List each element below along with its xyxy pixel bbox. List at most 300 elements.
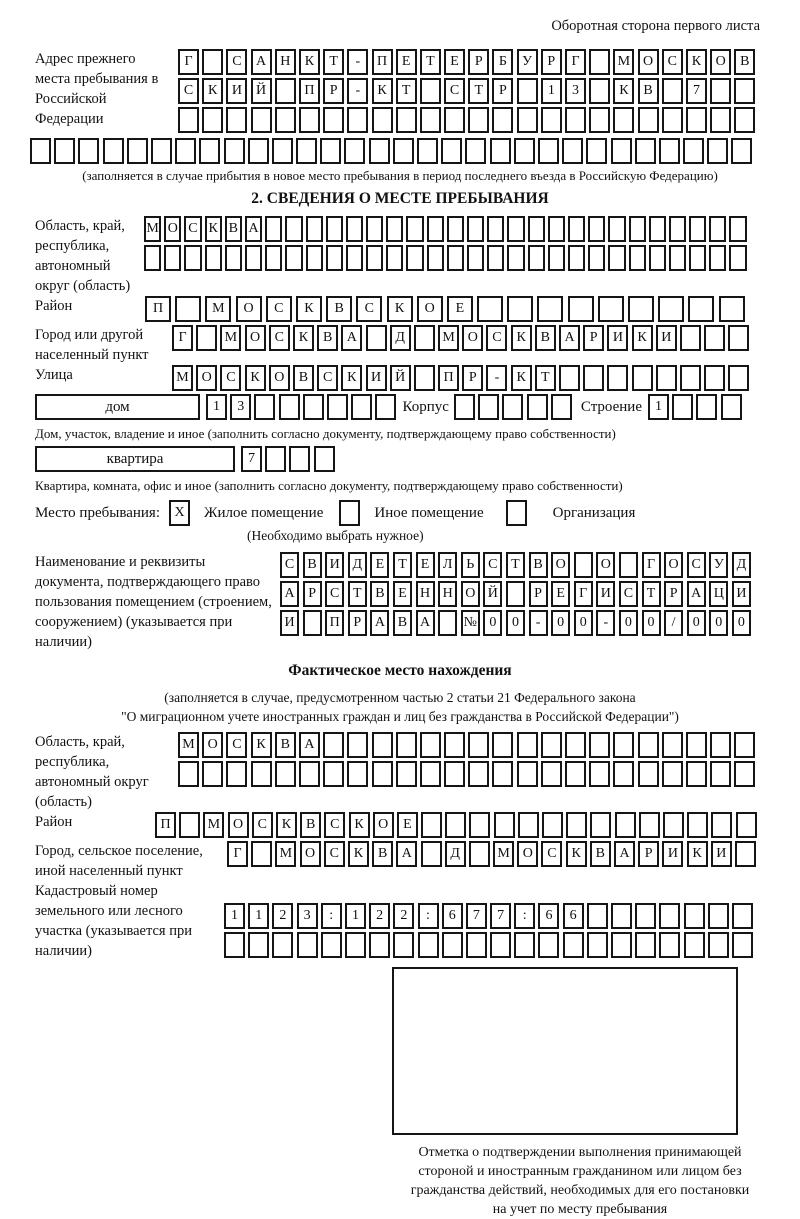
char-box[interactable]: С [324,812,345,838]
char-box[interactable] [541,761,562,787]
char-box[interactable]: В [275,732,296,758]
char-box[interactable] [406,245,423,271]
char-box[interactable] [588,216,605,242]
char-box[interactable]: К [251,732,272,758]
char-box[interactable] [559,365,580,391]
char-box[interactable] [590,812,611,838]
char-box[interactable] [619,552,638,578]
char-box[interactable] [447,216,464,242]
char-box[interactable] [248,138,269,164]
char-box[interactable]: К [511,325,532,351]
char-box[interactable] [178,107,199,133]
char-box[interactable] [184,245,201,271]
char-box[interactable] [490,932,511,958]
char-box[interactable] [386,216,403,242]
char-box[interactable] [729,245,746,271]
char-box[interactable] [164,245,181,271]
char-box[interactable]: Й [390,365,411,391]
char-box[interactable] [548,216,565,242]
char-box[interactable]: Т [396,78,417,104]
char-box[interactable]: В [300,812,321,838]
char-box[interactable] [226,761,247,787]
char-box[interactable]: Т [506,552,525,578]
char-box[interactable] [254,394,275,420]
char-box[interactable]: 7 [466,903,487,929]
char-box[interactable] [731,138,752,164]
char-box[interactable] [710,78,731,104]
char-box[interactable]: И [656,325,677,351]
char-box[interactable]: В [372,841,393,867]
char-box[interactable] [205,245,222,271]
char-box[interactable] [635,903,656,929]
char-box[interactable] [686,107,707,133]
char-box[interactable] [710,761,731,787]
char-box[interactable]: О [664,552,683,578]
char-box[interactable]: С [184,216,201,242]
char-box[interactable]: : [514,903,535,929]
char-box[interactable] [492,761,513,787]
char-box[interactable] [420,78,441,104]
char-box[interactable]: М [205,296,231,322]
char-box[interactable] [314,446,335,472]
char-box[interactable] [568,245,585,271]
char-box[interactable]: Р [583,325,604,351]
char-box[interactable] [265,446,286,472]
char-box[interactable]: К [372,78,393,104]
char-box[interactable] [321,932,342,958]
char-box[interactable]: У [709,552,728,578]
char-box[interactable] [507,216,524,242]
char-box[interactable]: М [144,216,161,242]
char-box[interactable]: - [486,365,507,391]
char-box[interactable] [465,138,486,164]
char-box[interactable]: П [299,78,320,104]
char-box[interactable]: К [686,49,707,75]
char-box[interactable]: Б [492,49,513,75]
char-box[interactable]: 0 [619,610,638,636]
char-box[interactable]: В [317,325,338,351]
char-box[interactable] [710,732,731,758]
char-box[interactable] [680,365,701,391]
char-box[interactable] [468,107,489,133]
char-box[interactable] [494,812,515,838]
char-box[interactable] [506,581,525,607]
char-box[interactable] [372,107,393,133]
char-box[interactable] [589,732,610,758]
char-box[interactable]: П [438,365,459,391]
char-box[interactable] [649,245,666,271]
char-box[interactable]: 3 [565,78,586,104]
char-box[interactable]: Е [370,552,389,578]
char-box[interactable] [663,812,684,838]
char-box[interactable]: Е [396,49,417,75]
char-box[interactable] [541,107,562,133]
char-box[interactable]: 6 [563,903,584,929]
char-box[interactable]: Е [444,49,465,75]
char-box[interactable]: Д [732,552,751,578]
char-box[interactable]: А [280,581,299,607]
char-box[interactable]: 2 [272,903,293,929]
char-box[interactable] [417,138,438,164]
char-box[interactable]: С [317,365,338,391]
char-box[interactable]: К [348,841,369,867]
char-box[interactable] [635,932,656,958]
char-box[interactable] [372,732,393,758]
char-box[interactable] [466,932,487,958]
char-box[interactable] [279,394,300,420]
char-box[interactable]: В [393,610,412,636]
char-box[interactable] [487,245,504,271]
char-box[interactable] [517,761,538,787]
char-box[interactable]: Ц [709,581,728,607]
char-box[interactable]: В [326,296,352,322]
char-box[interactable]: О [236,296,262,322]
char-box[interactable]: Л [438,552,457,578]
checkbox-inoe[interactable] [339,500,360,526]
char-box[interactable] [613,732,634,758]
char-box[interactable] [662,761,683,787]
char-box[interactable] [299,761,320,787]
char-box[interactable]: И [325,552,344,578]
char-box[interactable]: 1 [206,394,227,420]
char-box[interactable]: Е [447,296,473,322]
char-box[interactable]: 6 [538,903,559,929]
char-box[interactable] [326,216,343,242]
char-box[interactable] [202,49,223,75]
char-box[interactable] [296,138,317,164]
char-box[interactable]: С [687,552,706,578]
char-box[interactable] [527,394,548,420]
char-box[interactable]: Р [348,610,367,636]
char-box[interactable] [548,245,565,271]
char-box[interactable]: О [269,365,290,391]
char-box[interactable] [517,732,538,758]
char-box[interactable] [320,138,341,164]
char-box[interactable] [251,107,272,133]
char-box[interactable] [441,138,462,164]
char-box[interactable]: О [596,552,615,578]
char-box[interactable] [275,107,296,133]
char-box[interactable] [396,761,417,787]
char-box[interactable]: М [275,841,296,867]
char-box[interactable] [734,761,755,787]
char-box[interactable]: И [711,841,732,867]
char-box[interactable] [542,812,563,838]
char-box[interactable]: К [632,325,653,351]
char-box[interactable]: К [511,365,532,391]
char-box[interactable]: Е [393,581,412,607]
char-box[interactable] [418,932,439,958]
char-box[interactable] [369,138,390,164]
char-box[interactable] [607,365,628,391]
char-box[interactable] [285,245,302,271]
char-box[interactable]: Е [397,812,418,838]
char-box[interactable]: М [438,325,459,351]
char-box[interactable] [587,932,608,958]
char-box[interactable] [629,216,646,242]
char-box[interactable] [589,49,610,75]
char-box[interactable]: 1 [345,903,366,929]
char-box[interactable]: Р [541,49,562,75]
char-box[interactable] [175,138,196,164]
char-box[interactable] [608,245,625,271]
char-box[interactable]: К [296,296,322,322]
char-box[interactable]: М [613,49,634,75]
char-box[interactable] [327,394,348,420]
char-box[interactable] [507,296,533,322]
char-box[interactable]: А [559,325,580,351]
char-box[interactable] [538,932,559,958]
char-box[interactable] [611,903,632,929]
char-box[interactable]: О [461,581,480,607]
char-box[interactable] [583,365,604,391]
char-box[interactable] [202,107,223,133]
char-box[interactable]: К [202,78,223,104]
char-box[interactable] [326,245,343,271]
char-box[interactable]: М [203,812,224,838]
char-box[interactable] [375,394,396,420]
char-box[interactable] [366,325,387,351]
char-box[interactable]: И [662,841,683,867]
char-box[interactable]: М [220,325,241,351]
char-box[interactable] [323,107,344,133]
char-box[interactable] [251,761,272,787]
char-box[interactable]: А [245,216,262,242]
char-box[interactable] [709,245,726,271]
char-box[interactable] [719,296,745,322]
char-box[interactable] [467,245,484,271]
char-box[interactable] [662,732,683,758]
char-box[interactable]: П [325,610,344,636]
char-box[interactable] [734,107,755,133]
char-box[interactable]: 1 [648,394,669,420]
char-box[interactable]: К [293,325,314,351]
char-box[interactable] [565,732,586,758]
char-box[interactable] [672,394,693,420]
char-box[interactable] [638,761,659,787]
char-box[interactable] [103,138,124,164]
char-box[interactable] [196,325,217,351]
char-box[interactable]: 0 [506,610,525,636]
char-box[interactable] [248,932,269,958]
char-box[interactable] [587,903,608,929]
char-box[interactable] [517,78,538,104]
char-box[interactable] [721,394,742,420]
char-box[interactable]: В [535,325,556,351]
char-box[interactable] [629,245,646,271]
char-box[interactable] [444,761,465,787]
char-box[interactable] [588,245,605,271]
char-box[interactable]: К [349,812,370,838]
char-box[interactable] [696,394,717,420]
char-box[interactable]: В [225,216,242,242]
char-box[interactable]: А [687,581,706,607]
char-box[interactable] [598,296,624,322]
char-box[interactable] [517,107,538,133]
char-box[interactable] [638,732,659,758]
char-box[interactable] [704,365,725,391]
char-box[interactable]: 6 [442,903,463,929]
char-box[interactable] [562,138,583,164]
char-box[interactable]: О [202,732,223,758]
char-box[interactable]: В [370,581,389,607]
char-box[interactable]: Г [642,552,661,578]
char-box[interactable] [438,610,457,636]
char-box[interactable]: Д [445,841,466,867]
char-box[interactable] [492,732,513,758]
char-box[interactable]: Г [565,49,586,75]
char-box[interactable] [420,732,441,758]
char-box[interactable] [689,245,706,271]
char-box[interactable] [469,812,490,838]
char-box[interactable] [393,932,414,958]
char-box[interactable] [345,932,366,958]
char-box[interactable]: Т [420,49,441,75]
char-box[interactable]: И [607,325,628,351]
char-box[interactable]: А [416,610,435,636]
char-box[interactable] [299,107,320,133]
char-box[interactable]: К [299,49,320,75]
char-box[interactable]: С [325,581,344,607]
char-box[interactable] [366,216,383,242]
char-box[interactable]: Н [275,49,296,75]
char-box[interactable] [734,732,755,758]
char-box[interactable] [303,394,324,420]
char-box[interactable]: О [300,841,321,867]
char-box[interactable] [589,107,610,133]
char-box[interactable]: О [710,49,731,75]
char-box[interactable]: Е [551,581,570,607]
char-box[interactable]: Р [323,78,344,104]
char-box[interactable]: И [366,365,387,391]
char-box[interactable] [736,812,757,838]
char-box[interactable] [708,932,729,958]
char-box[interactable]: И [596,581,615,607]
char-box[interactable]: А [299,732,320,758]
char-box[interactable] [662,107,683,133]
char-box[interactable] [507,245,524,271]
char-box[interactable] [144,245,161,271]
char-box[interactable] [729,216,746,242]
kvartira-field[interactable]: квартира [35,446,235,472]
char-box[interactable] [303,610,322,636]
char-box[interactable]: Р [638,841,659,867]
char-box[interactable]: Т [393,552,412,578]
char-box[interactable] [396,107,417,133]
char-box[interactable] [467,216,484,242]
char-box[interactable] [346,216,363,242]
char-box[interactable] [224,138,245,164]
char-box[interactable] [272,138,293,164]
char-box[interactable] [347,732,368,758]
char-box[interactable]: П [372,49,393,75]
char-box[interactable] [662,78,683,104]
char-box[interactable] [442,932,463,958]
char-box[interactable]: С [662,49,683,75]
char-box[interactable] [179,812,200,838]
char-box[interactable] [638,107,659,133]
char-box[interactable] [406,216,423,242]
checkbox-zhiloe[interactable]: X [169,500,190,526]
char-box[interactable] [275,78,296,104]
char-box[interactable] [414,325,435,351]
char-box[interactable] [347,107,368,133]
char-box[interactable]: Т [323,49,344,75]
char-box[interactable]: С [541,841,562,867]
char-box[interactable] [514,932,535,958]
char-box[interactable]: О [462,325,483,351]
char-box[interactable]: С [324,841,345,867]
char-box[interactable] [447,245,464,271]
char-box[interactable] [728,365,749,391]
char-box[interactable]: Г [178,49,199,75]
char-box[interactable]: В [638,78,659,104]
char-box[interactable] [54,138,75,164]
char-box[interactable]: В [734,49,755,75]
char-box[interactable] [538,138,559,164]
char-box[interactable] [568,296,594,322]
char-box[interactable]: О [638,49,659,75]
char-box[interactable]: 0 [642,610,661,636]
char-box[interactable] [611,932,632,958]
char-box[interactable] [566,812,587,838]
char-box[interactable]: - [596,610,615,636]
char-box[interactable] [732,932,753,958]
char-box[interactable]: 1 [224,903,245,929]
char-box[interactable] [487,216,504,242]
char-box[interactable]: У [517,49,538,75]
char-box[interactable]: П [145,296,171,322]
char-box[interactable] [565,761,586,787]
char-box[interactable] [502,394,523,420]
char-box[interactable]: О [245,325,266,351]
char-box[interactable] [586,138,607,164]
char-box[interactable]: 3 [297,903,318,929]
char-box[interactable]: К [341,365,362,391]
char-box[interactable] [492,107,513,133]
char-box[interactable]: А [396,841,417,867]
char-box[interactable] [386,245,403,271]
char-box[interactable] [684,903,705,929]
char-box[interactable]: М [493,841,514,867]
char-box[interactable] [226,107,247,133]
char-box[interactable] [490,138,511,164]
char-box[interactable]: 0 [483,610,502,636]
char-box[interactable] [275,761,296,787]
char-box[interactable]: Й [483,581,502,607]
char-box[interactable] [224,932,245,958]
char-box[interactable]: С [486,325,507,351]
char-box[interactable] [709,216,726,242]
dom-field[interactable]: дом [35,394,200,420]
char-box[interactable]: Н [416,581,435,607]
char-box[interactable] [414,365,435,391]
char-box[interactable]: 7 [686,78,707,104]
char-box[interactable] [323,761,344,787]
char-box[interactable] [514,138,535,164]
char-box[interactable] [421,841,442,867]
char-box[interactable]: Ь [461,552,480,578]
char-box[interactable]: В [303,552,322,578]
char-box[interactable]: К [276,812,297,838]
char-box[interactable]: Г [172,325,193,351]
char-box[interactable] [366,245,383,271]
char-box[interactable] [344,138,365,164]
char-box[interactable]: А [370,610,389,636]
char-box[interactable] [659,932,680,958]
char-box[interactable]: С [483,552,502,578]
char-box[interactable] [551,394,572,420]
